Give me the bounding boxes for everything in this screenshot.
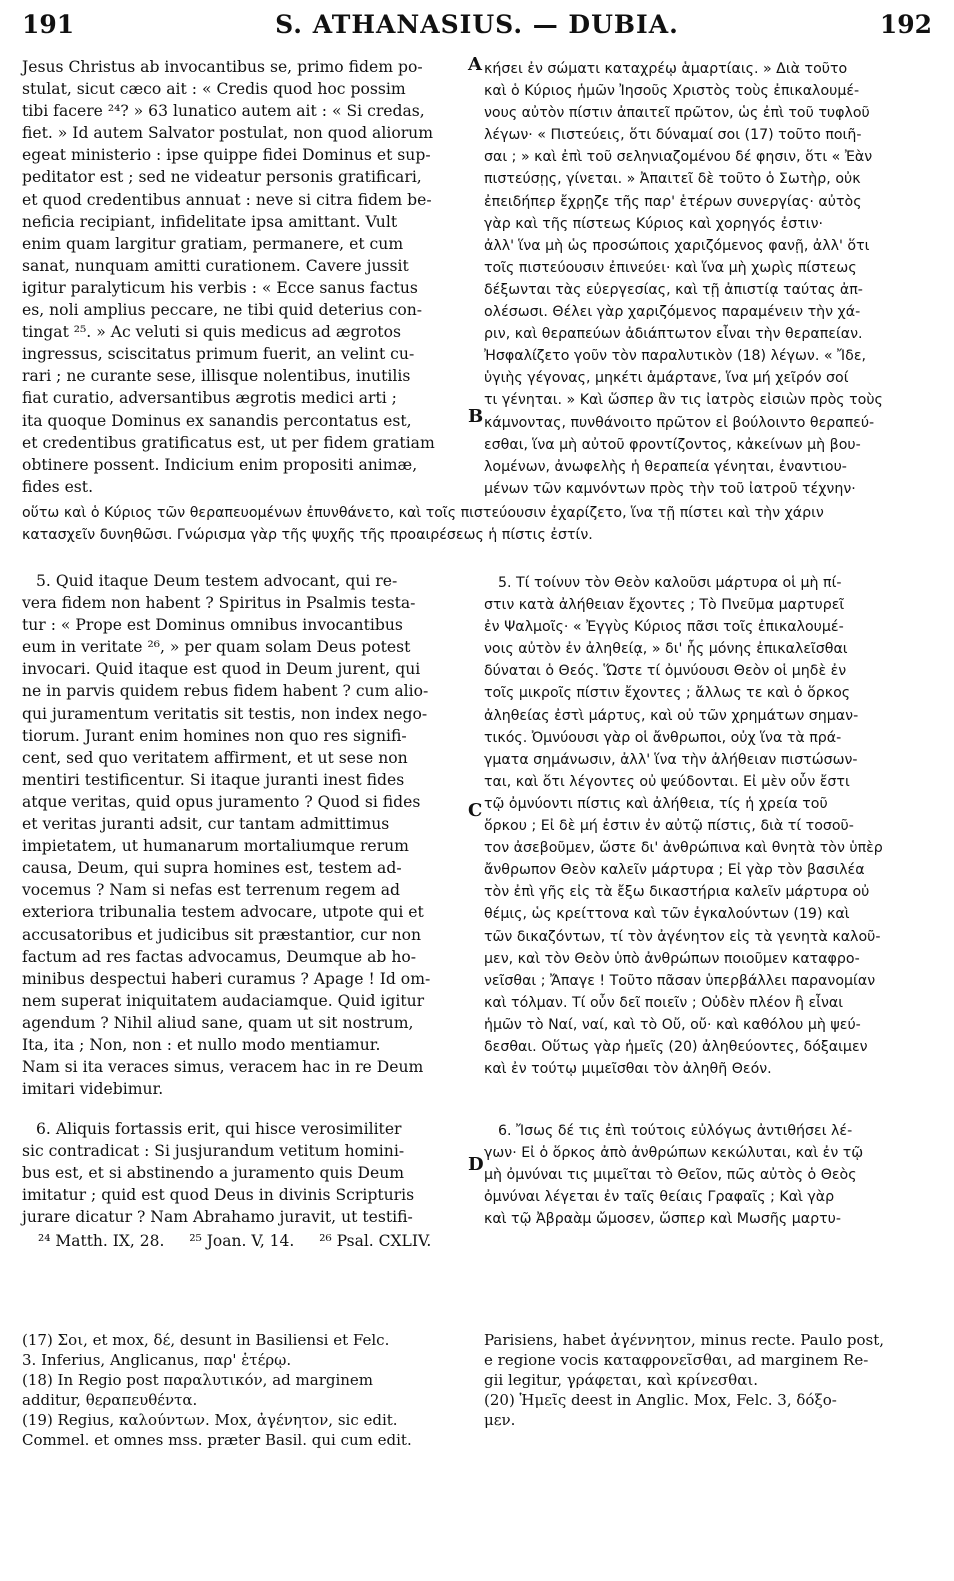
text-line: ἐν Ψαλμοῖς· « Ἐγγὺς Κύριος πᾶσι τοῖς ἐπικαλουμέ- xyxy=(484,619,844,636)
text-line: ὑγιὴς γέγονας, μηκέτι ἁμάρτανε, ἵνα μή χεῖρόν σοί xyxy=(484,370,849,387)
text-line: σαι ; » καὶ ἐπὶ τοῦ σεληνιαζομένου δέ φησιν, ὅτι « Ἐὰν xyxy=(484,149,873,166)
text-line: ἐπειδήπερ ἔχρῃζε τῆς παρ' ἑτέρων συνεργίας· αὐτὸς xyxy=(484,193,862,210)
footnote-line: μεν. xyxy=(484,1411,516,1429)
text-line: vera fidem non habent ? Spiritus in Psalmis testa- xyxy=(22,594,416,613)
text-line: sic contradicat : Si jusjurandum vetitum homini- xyxy=(22,1142,405,1161)
page-number-right: 192 xyxy=(879,10,932,39)
text-line: minibus despectui haberi curamus ? Apage ! Id om- xyxy=(22,969,431,988)
text-line: cent, sed quo veritatem affirment, et ut sese non xyxy=(22,748,408,767)
text-line: τῷ ὀμνύοντι πίστις καὶ ἀλήθεια, τίς ἡ χρεία τοῦ xyxy=(484,795,828,812)
text-line: fiat curatio, adversantibus ægrotis medici arti ; xyxy=(22,389,397,408)
text-line: 6. Aliquis fortassis erit, qui hisce verosimiliter xyxy=(36,1120,402,1138)
text-line: fides est. xyxy=(22,477,94,496)
text-line: sanat, nunquam amitti curationem. Cavere jussit xyxy=(22,256,409,275)
reference-24: ²⁴ Matth. IX, 28. xyxy=(38,1232,165,1250)
text-line: ne in parvis quidem rebus fidem habent ? cum alio- xyxy=(22,682,429,701)
text-line: ολέσωσι. Θέλει γὰρ χαριζόμενος παραμένειν τὴν χά- xyxy=(484,304,861,321)
text-line: mentiri testificentur. Si itaque juranti inest fides xyxy=(22,770,405,789)
text-line: πιστεύσῃς, γίνεται. » Ἀπαιτεῖ δὲ τοῦτο ὁ Σωτὴρ, οὐκ xyxy=(484,171,861,188)
section-marker-d: D xyxy=(468,1154,484,1175)
text-line: tur : « Prope est Dominus omnibus invocantibus xyxy=(22,616,403,635)
greek-column-top xyxy=(484,58,932,500)
greek-section-6 xyxy=(484,1120,932,1230)
text-line: δύναται ὁ Θεός. Ὥστε τί ὀμνύουσι Θεὸν οἱ μηδὲ ἐν xyxy=(484,663,847,680)
running-header xyxy=(22,10,932,44)
text-line: στιν κατὰ ἀλήθειαν ἔχοντες ; Τὸ Πνεῦμα μαρτυρεῖ xyxy=(484,597,845,614)
text-line: agendum ? Nihil aliud sane, quam ut sit nostrum, xyxy=(22,1013,414,1032)
footnotes-right xyxy=(484,1330,932,1430)
text-line: qui juramentum veritatis sit testis, non index nego- xyxy=(22,704,428,723)
text-line: μεν, καὶ τὸν Θεὸν ὑπὸ ἀνθρώπων ποιοῦμεν καταφρο- xyxy=(484,950,860,967)
text-line: δεσθαι. Οὕτως γὰρ ἡμεῖς (20) ἀληθεύοντες, δόξαιμεν xyxy=(484,1038,868,1055)
text-line: fiet. » Id autem Salvator postulat, non quod aliorum xyxy=(22,124,433,143)
footnote-line: 3. Inferius, Anglicanus, παρ' ἑτέρῳ. xyxy=(22,1351,292,1369)
text-line: igitur paralyticum his verbis : « Ecce sanus factus xyxy=(22,278,418,297)
text-line: κατασχεῖν δυνηθῶσι. Γνώρισμα γὰρ τῆς ψυχῆς τῆς προαιρέσεως ἡ πίστις ἐστίν. xyxy=(22,527,593,543)
text-line: rari ; ne curante sese, illisque nolentibus, inutilis xyxy=(22,367,411,386)
text-line: καὶ ὁ Κύριος ἡμῶν Ἰησοῦς Χριστὸς τοὺς ἐπικαλουμέ- xyxy=(484,83,860,100)
text-line: τῶν δικαζόντων, τί τὸν ἀγένητον εἰς τὰ γενητὰ καλοῦ- xyxy=(484,928,881,945)
text-line: μὴ ὀμνύναι τις μιμεῖται τὸ Θεῖον, πῶς αὐτὸς ὁ Θεὸς xyxy=(484,1167,857,1184)
text-line: γων· Εἰ ὁ ὅρκος ἀπὸ ἀνθρώπων κεκώλυται, καὶ ἐν τῷ xyxy=(484,1145,864,1162)
text-line: οὕτω καὶ ὁ Κύριος τῶν θεραπευομένων ἐπυνθάνετο, καὶ τοῖς πιστεύουσιν ἐχαρίζετο, ἵνα τῇ πίστει καὶ τὴν χάριν xyxy=(22,505,824,521)
text-line: γὰρ καὶ τῆς πίστεως Κύριος καὶ χορηγός ἐστιν· xyxy=(484,215,824,232)
section-marker-c: C xyxy=(468,800,483,821)
text-line: stulat, sicut cæco ait : « Credis quod hoc possim xyxy=(22,80,406,99)
text-line: τὸν ἐπὶ γῆς εἰς τὰ ἔξω δικαστήρια καλεῖν μάρτυρα οὐ xyxy=(484,884,870,901)
text-line: imitatur ; quid est quod Deus in divinis Scripturis xyxy=(22,1186,415,1205)
footnote-line: Commel. et omnes mss. præter Basil. qui cum edit. xyxy=(22,1431,412,1449)
footnote-line: (17) Σοι, et mox, δέ, desunt in Basiliensi et Felc. xyxy=(22,1331,390,1349)
text-line: tingat ²⁵. » Ac veluti si quis medicus ad ægrotos xyxy=(22,323,401,342)
text-line: exteriora tribunalia testem advocare, utpote qui et xyxy=(22,903,424,922)
text-line: νεῖσθαι ; Ἄπαγε ! Τοῦτο πᾶσαν ὑπερβάλλει παρανομίαν xyxy=(484,972,876,989)
footnote-line: e regione vocis καταφρονεῖσθαι, ad marginem Re- xyxy=(484,1351,869,1369)
section-marker-a: A xyxy=(468,54,482,75)
text-line: factum ad res factas advocamus, Deumque ab ho- xyxy=(22,947,417,966)
scripture-references xyxy=(38,1232,451,1250)
text-line: ται, καὶ ὅτι λέγοντες οὐ ψεύδονται. Εἰ μὲν οὖν ἔστι xyxy=(484,773,850,790)
text-line: καὶ τόλμαν. Τί οὖν δεῖ ποιεῖν ; Οὐδὲν πλέον ἢ εἶναι xyxy=(484,994,844,1011)
text-line: εσθαι, ἵνα μὴ αὐτοῦ φροντίζοντος, κἀκείνων μὴ βου- xyxy=(484,436,861,453)
text-line: 5. Τί τοίνυν τὸν Θεὸν καλοῦσι μάρτυρα οἱ μὴ πί- xyxy=(498,575,842,591)
text-line: neficia recipiant, infidelitate ipsa amittant. Vult xyxy=(22,212,398,231)
text-line: ita quoque Dominus ex sanandis percontatus est, xyxy=(22,411,412,430)
text-line: ὅρκου ; Εἰ δὲ μή ἐστιν ἐν αὐτῷ πίστις, διὰ τί τοσοῦ- xyxy=(484,818,854,835)
latin-section-6 xyxy=(22,1118,468,1228)
text-line: causa, Deum, qui supra homines est, testem ad- xyxy=(22,859,402,878)
text-line: Jesus Christus ab invocantibus se, primo fidem po- xyxy=(22,58,423,76)
footnotes-left xyxy=(22,1330,468,1450)
text-line: Ita, ita ; Non, non : et nullo modo mentiamur. xyxy=(22,1035,381,1054)
text-line: eum in veritate ²⁶, » per quam solam Deus potest xyxy=(22,638,411,657)
text-line: accusatoribus et judicibus sit præstantior, cur non xyxy=(22,925,422,944)
reference-25: ²⁵ Joan. V, 14. xyxy=(189,1232,295,1250)
footnote-line: (19) Regius, καλούντων. Mox, ἀγένητον, sic edit. xyxy=(22,1411,398,1429)
text-line: tibi facere ²⁴? » 63 lunatico autem ait : « Si credas, xyxy=(22,102,425,121)
section-marker-b: B xyxy=(468,406,484,427)
text-line: nem superat iniquitatem audaciamque. Quid igitur xyxy=(22,991,425,1010)
text-line: νους αὐτὸν πίστιν ἀπαιτεῖ πρῶτον, ὡς ἐπὶ τοῦ τυφλοῦ xyxy=(484,105,870,122)
text-line: Ἠσφαλίζετο γοῦν τὸν παραλυτικὸν (18) λέγων. « Ἴδε, xyxy=(484,348,867,365)
footnote-line: (20) Ἡμεῖς deest in Anglic. Mox, Felc. 3, δόξο- xyxy=(484,1391,837,1409)
text-line: obtinere possent. Indicium enim propositi animæ, xyxy=(22,455,418,474)
text-line: bus est, et si abstinendo a juramento quis Deum xyxy=(22,1164,405,1183)
text-line: impietatem, ut humanarum mortaliumque rerum xyxy=(22,837,409,856)
text-line: τον ἀσεβοῦμεν, ὥστε δι' ἀνθρώπινα καὶ θνητὰ τὸν ὑπὲρ xyxy=(484,840,883,857)
text-line: egeat ministerio : ipse quippe fidei Dominus et sup- xyxy=(22,146,431,165)
footnote-line: additur, θεραπευθέντα. xyxy=(22,1391,198,1409)
text-line: κάμνοντας, πυνθάνοιτο πρῶτον εἰ βούλοιντο θεραπεύ- xyxy=(484,414,875,431)
text-line: et credentibus gratificatus est, ut per fidem gratiam xyxy=(22,433,435,452)
footnote-line: Parisiens, habet ἀγέννητον, minus recte. Paulo post, xyxy=(484,1331,884,1349)
text-line: νοις αὐτὸν ἐν ἀληθείᾳ, » δι' ἧς μόνης ἐπικαλεῖσθαι xyxy=(484,641,848,658)
text-line: τοῖς μικροῖς πίστιν ἔχοντες ; ἄλλως τε καὶ ὁ ὅρκος xyxy=(484,685,851,702)
text-line: 6. Ἴσως δέ τις ἐπὶ τούτοις εὐλόγως ἀντιθήσει λέ- xyxy=(498,1123,853,1139)
text-line: es, noli amplius peccare, ne tibi quid deterius con- xyxy=(22,301,423,320)
latin-column-top xyxy=(22,56,468,498)
text-line: κήσει ἐν σώματι καταχρέῳ ἁμαρτίαις. » Διὰ τοῦτο xyxy=(484,61,848,77)
running-title: S. ATHANASIUS. — DUBIA. xyxy=(275,10,679,39)
text-line: et quod credentibus annuat : neve si citra fidem be- xyxy=(22,190,432,209)
text-line: vocemus ? Nam si nefas est terrenum regem ad xyxy=(22,881,401,900)
text-line: ἡμῶν τὸ Ναί, ναί, καὶ τὸ Οὔ, οὔ· καὶ καθόλου μὴ ψεύ- xyxy=(484,1016,861,1033)
text-line: τι γένηται. » Καὶ ὥσπερ ἂν τις ἰατρὸς εἰσιὼν πρὸς τοὺς xyxy=(484,392,883,409)
text-line: δέξωνται τὰς εὐεργεσίας, καὶ τῇ ἀπιστίᾳ ταύτας ἀπ- xyxy=(484,281,863,298)
text-line: enim quam largitur gratiam, permanere, et cum xyxy=(22,234,404,253)
greek-wide-paragraph xyxy=(22,502,932,546)
text-line: λομένων, ἀνωφελὴς ἡ θεραπεία γένηται, ἐναντιου- xyxy=(484,458,847,475)
text-line: atque veritas, quid opus juramento ? Quod si fides xyxy=(22,792,421,811)
text-line: καὶ ἐν τούτῳ μιμεῖσθαι τὸν ἀληθῆ Θεόν. xyxy=(484,1061,772,1078)
text-line: ὀμνύναι λέγεται ἐν ταῖς θείαις Γραφαῖς ; Καὶ γὰρ xyxy=(484,1189,835,1206)
reference-26: ²⁶ Psal. CXLIV. xyxy=(319,1232,432,1250)
text-line: tiorum. Jurant enim homines non quo res signifi- xyxy=(22,726,407,745)
text-line: γματα σημάνωσιν, ἀλλ' ἵνα τὴν ἀλήθειαν πιστώσων- xyxy=(484,751,858,768)
text-line: et veritas juranti adsit, cur tantam admittimus xyxy=(22,815,390,834)
footnote-line: gii legitur, γράφεται, καὶ κρίνεσθαι. xyxy=(484,1371,758,1389)
text-line: ἄνθρωπον Θεὸν καλεῖν μάρτυρα ; Εἰ γὰρ τὸν βασιλέα xyxy=(484,862,865,879)
text-line: ἀλλ' ἵνα μὴ ὡς προσώποις χαριζόμενος φανῇ, ἀλλ' ὅτι xyxy=(484,237,870,254)
text-line: λέγων· « Πιστεύεις, ὅτι δύναμαί σοι (17) τοῦτο ποιῆ- xyxy=(484,127,862,144)
text-line: καὶ τῷ Ἀβραὰμ ὤμοσεν, ὥσπερ καὶ Μωσῆς μαρτυ- xyxy=(484,1211,841,1228)
text-line: imitari videbimur. xyxy=(22,1080,164,1099)
text-line: τοῖς πιστεύουσιν ἐπινεύει· καὶ ἵνα μὴ χωρὶς πίστεως xyxy=(484,259,857,276)
text-line: μένων τῶν καμνόντων πρὸς τὴν τοῦ ἰατροῦ τέχνην· xyxy=(484,480,856,497)
text-line: τικός. Ὀμνύουσι γὰρ οἱ ἄνθρωποι, οὐχ ἵνα τὰ πρά- xyxy=(484,729,842,746)
text-line: peditator est ; sed ne videatur personis gratificari, xyxy=(22,168,422,187)
footnote-line: (18) In Regio post παραλυτικόν, ad marginem xyxy=(22,1371,374,1389)
text-line: ἀληθείας ἐστὶ μάρτυς, καὶ οὐ τῶν χρημάτων σημαν- xyxy=(484,707,859,724)
text-line: 5. Quid itaque Deum testem advocant, qui re- xyxy=(36,572,398,590)
text-line: Nam si ita veraces simus, veracem hac in re Deum xyxy=(22,1058,424,1077)
text-line: ingressus, sciscitatus primum fuerit, an velint cu- xyxy=(22,345,415,364)
greek-section-5 xyxy=(484,572,932,1080)
page-number-left: 191 xyxy=(22,10,75,39)
text-line: invocari. Quid itaque est quod in Deum jurent, qui xyxy=(22,660,421,679)
latin-section-5 xyxy=(22,570,468,1100)
text-line: θέμις, ὡς κρείττονα καὶ τῶν ἐγκαλούντων (19) καὶ xyxy=(484,906,850,923)
text-line: ριν, καὶ θεραπεύων ἀδιάπτωτον εἶναι τὴν θεραπείαν. xyxy=(484,326,863,343)
text-line: jurare dicatur ? Nam Abrahamo juravit, ut testifi- xyxy=(22,1208,413,1227)
